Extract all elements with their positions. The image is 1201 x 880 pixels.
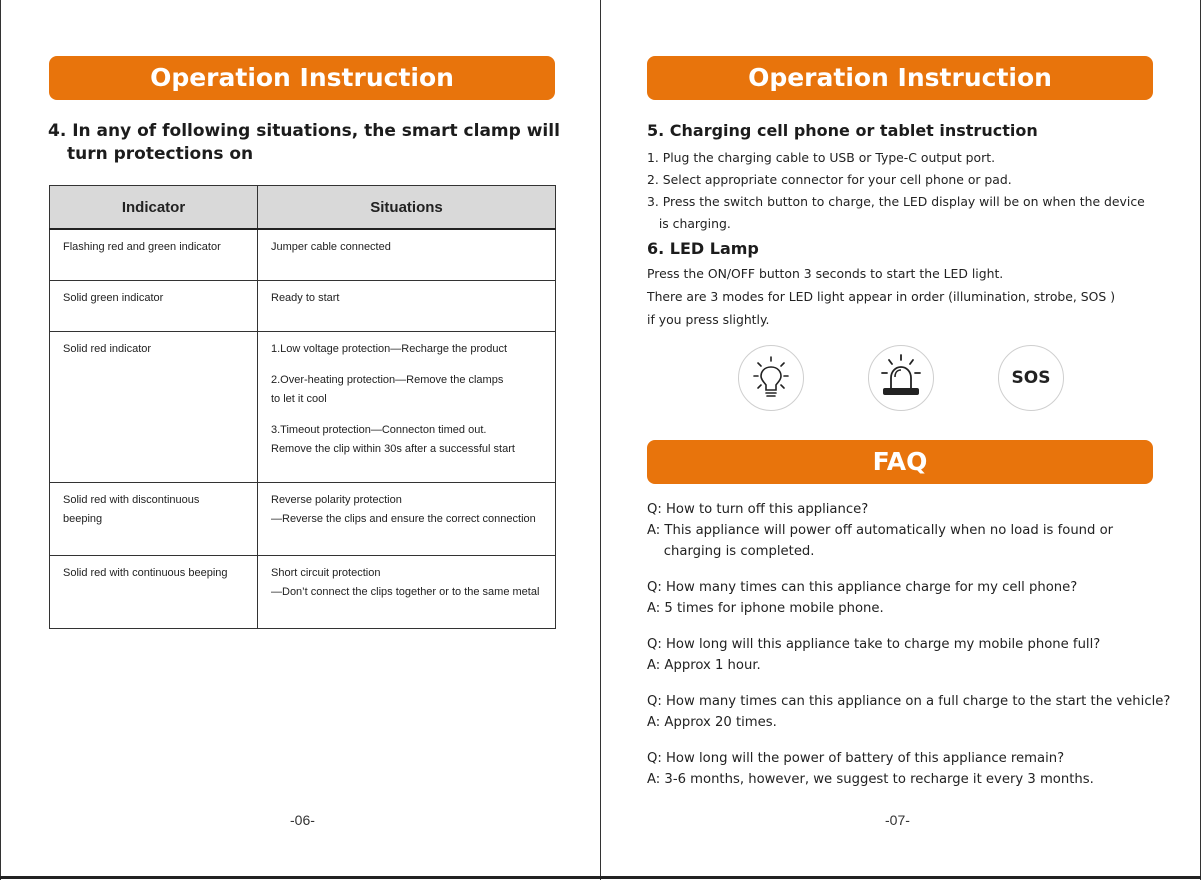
faq-question: Q: How long will this appliance take to charge my mobile phone full? [647, 637, 1101, 652]
situation-cell [258, 555, 556, 628]
faq-answer: charging is completed. [647, 544, 815, 559]
table-row [50, 280, 556, 331]
situation-cell [258, 229, 556, 280]
cell-text: Solid red with discontinuous [63, 493, 200, 506]
table-row [50, 555, 556, 628]
strobe-icon [868, 345, 934, 411]
faq-answer: A: 3-6 months, however, we suggest to recharge it every 3 months. [647, 772, 1094, 787]
cell-text: Solid red with continuous beeping [63, 566, 228, 579]
instruction-line: Press the ON/OFF button 3 seconds to start the LED light. [647, 266, 1004, 281]
sos-label: SOS [1011, 368, 1051, 388]
cell-text: —Don’t connect the clips together or to the same metal [271, 585, 540, 598]
page-right [600, 0, 1201, 880]
sos-icon [998, 345, 1064, 411]
cell-text: beeping [63, 512, 103, 525]
cell-text: —Reverse the clips and ensure the correct connection [271, 512, 536, 525]
cell-text: 3.Timeout protection—Connecton timed out. [271, 423, 487, 436]
heading-line: turn protections on [67, 144, 254, 164]
cell-text: 1.Low voltage protection—Recharge the product [271, 342, 508, 355]
column-header-indicator: Indicator [50, 186, 258, 230]
faq-question: Q: How long will the power of battery of this appliance remain? [647, 751, 1065, 766]
situation-cell [258, 280, 556, 331]
table-row [50, 229, 556, 280]
indicator-cell [50, 555, 258, 628]
instruction-line: if you press slightly. [647, 312, 770, 327]
lightbulb-icon [738, 345, 804, 411]
cell-text: to let it cool [271, 392, 327, 405]
table-row [50, 482, 556, 555]
heading-line: 4. In any of following situations, the smart clamp will [48, 121, 560, 141]
faq-question: Q: How to turn off this appliance? [647, 502, 869, 517]
faq-answer: A: 5 times for iphone mobile phone. [647, 601, 884, 616]
cell-text: Reverse polarity protection [271, 493, 402, 506]
section-banner: Operation Instruction [49, 56, 555, 100]
section-heading [48, 120, 568, 166]
faq-answer: A: This appliance will power off automatically when no load is found or [647, 523, 1114, 538]
faq-answer: A: Approx 1 hour. [647, 658, 761, 673]
indicator-cell [50, 229, 258, 280]
cell-text: Short circuit protection [271, 566, 381, 579]
instruction-line: 3. Press the switch button to charge, the LED display will be on when the device [647, 194, 1145, 209]
situation-cell [258, 482, 556, 555]
instruction-line: There are 3 modes for LED light appear in order (illumination, strobe, SOS ) [647, 289, 1116, 304]
page-number: -06- [290, 812, 315, 828]
cell-text: Solid green indicator [63, 291, 164, 304]
table-header-row [50, 186, 556, 230]
section-title: 6. LED Lamp [647, 239, 759, 258]
faq-banner: FAQ [647, 440, 1153, 484]
section-title: 5. Charging cell phone or tablet instruction [647, 121, 1038, 140]
instruction-line: 2. Select appropriate connector for your cell phone or pad. [647, 172, 1012, 187]
indicator-cell [50, 482, 258, 555]
instruction-line: is charging. [647, 216, 731, 231]
faq-answer: A: Approx 20 times. [647, 715, 777, 730]
faq-question: Q: How many times can this appliance on a full charge to the start the vehicle? [647, 694, 1171, 709]
cell-text: Jumper cable connected [271, 241, 391, 253]
bottom-border [0, 876, 1201, 879]
indicator-cell [50, 280, 258, 331]
column-header-situations: Situations [258, 186, 556, 230]
indicator-cell [50, 331, 258, 482]
section-banner: Operation Instruction [647, 56, 1153, 100]
faq-question: Q: How many times can this appliance charge for my cell phone? [647, 580, 1078, 595]
situation-cell [258, 331, 556, 482]
cell-text: 2.Over-heating protection—Remove the clamps [271, 373, 504, 386]
cell-text: Solid red indicator [63, 342, 152, 355]
page-number: -07- [885, 812, 910, 828]
instruction-line: 1. Plug the charging cable to USB or Type-C output port. [647, 150, 996, 165]
cell-text: Ready to start [271, 291, 340, 304]
table-row [50, 331, 556, 482]
cell-text: Flashing red and green indicator [63, 241, 221, 253]
cell-text: Remove the clip within 30s after a successful start [271, 442, 515, 455]
page-left [0, 0, 600, 880]
indicator-table [49, 185, 556, 629]
